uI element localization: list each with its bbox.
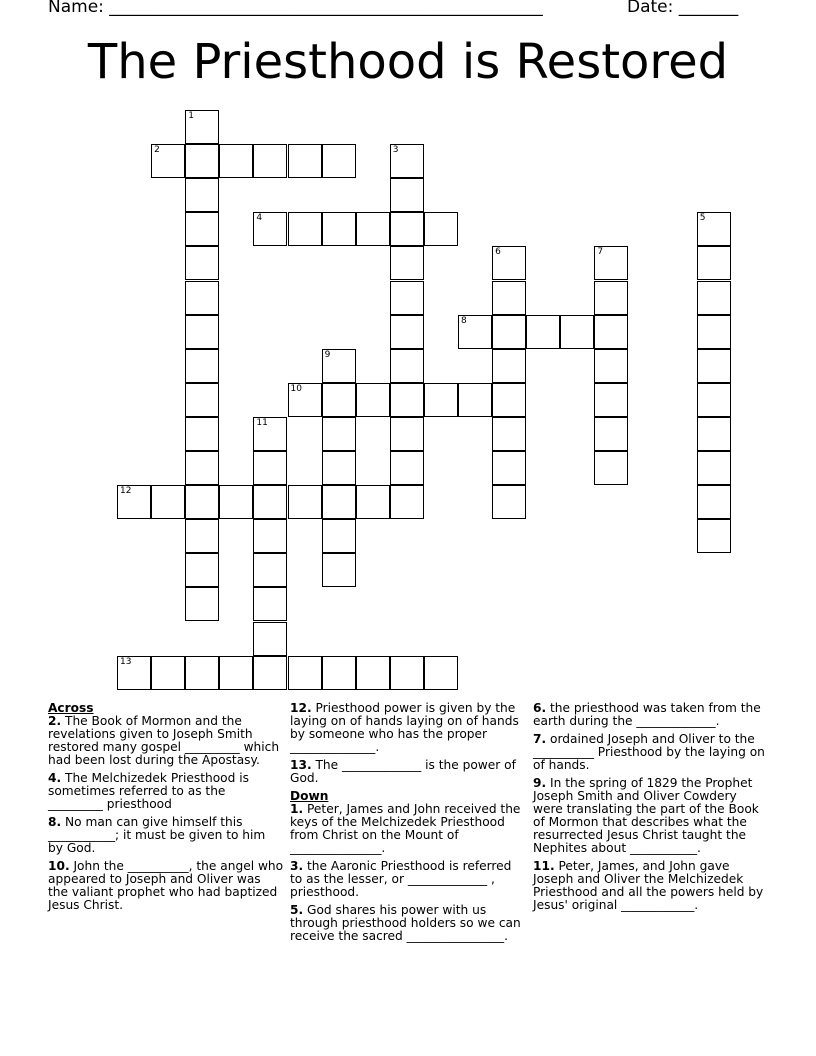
- crossword-cell[interactable]: [151, 656, 185, 690]
- crossword-cell[interactable]: [594, 281, 628, 315]
- crossword-cell[interactable]: [185, 144, 219, 178]
- crossword-cell[interactable]: [390, 281, 424, 315]
- clue-item-text: John the __________, the angel who appeared to Joseph and Oliver was the valiant prophet who had baptized Jesus Christ.: [48, 859, 284, 912]
- clue-item: [533, 702, 769, 728]
- crossword-cell[interactable]: [288, 212, 322, 246]
- clue-item-number: 5.: [290, 903, 304, 917]
- crossword-cell[interactable]: [185, 417, 219, 451]
- crossword-cell[interactable]: [356, 212, 390, 246]
- clue-item-number: 4.: [48, 771, 62, 785]
- clue-item-text: the Aaronic Priesthood is referred to as the lesser, or _____________ , priesthood.: [290, 859, 512, 899]
- crossword-cell[interactable]: [594, 417, 628, 451]
- clue-item: [48, 772, 284, 811]
- clue-item: [290, 860, 526, 899]
- crossword-cell[interactable]: [697, 383, 731, 417]
- crossword-cell[interactable]: [185, 519, 219, 553]
- crossword-cell[interactable]: [185, 553, 219, 587]
- clue-item-number: 1.: [290, 802, 304, 816]
- crossword-cell[interactable]: [458, 315, 492, 349]
- clue-item-text: Peter, James and John received the keys of the Melchizedek Priesthood from Christ on the Mount of _______________.: [290, 802, 521, 855]
- crossword-cell[interactable]: [492, 349, 526, 383]
- crossword-cell[interactable]: [697, 246, 731, 280]
- crossword-cell[interactable]: [492, 246, 526, 280]
- crossword-cell[interactable]: [288, 144, 322, 178]
- crossword-cell[interactable]: [185, 485, 219, 519]
- crossword-cell[interactable]: [185, 656, 219, 690]
- crossword-cell[interactable]: [288, 383, 322, 417]
- clue-item-number: 3.: [290, 859, 304, 873]
- clue-number: 13: [120, 656, 132, 667]
- clue-item: [533, 733, 769, 772]
- crossword-cell[interactable]: [253, 212, 287, 246]
- clue-item-text: The _____________ is the power of God.: [290, 758, 516, 785]
- crossword-cell[interactable]: [117, 485, 151, 519]
- crossword-cell[interactable]: [185, 587, 219, 621]
- crossword-cell[interactable]: [185, 349, 219, 383]
- clue-item-number: 2.: [48, 714, 62, 728]
- crossword-cell[interactable]: [424, 656, 458, 690]
- crossword-cell[interactable]: [322, 519, 356, 553]
- clue-number: 1: [188, 111, 194, 121]
- clue-item-number: 12.: [290, 701, 312, 715]
- crossword-cell[interactable]: [322, 349, 356, 383]
- clue-number: 10: [290, 383, 302, 394]
- clue-item-text: Priesthood power is given by the laying on of hands laying on of hands by someone who has the proper ______________.: [290, 701, 519, 754]
- crossword-cell[interactable]: [390, 383, 424, 417]
- clue-item-number: 9.: [533, 776, 547, 790]
- crossword-cell[interactable]: [356, 656, 390, 690]
- clues-column-1: [48, 702, 284, 917]
- crossword-cell[interactable]: [492, 451, 526, 485]
- clues-column-3: [533, 702, 769, 917]
- crossword-cell[interactable]: [560, 315, 594, 349]
- crossword-cell[interactable]: [356, 485, 390, 519]
- crossword-cell[interactable]: [594, 451, 628, 485]
- page-title: The Priesthood is Restored: [87, 34, 729, 90]
- crossword-cell[interactable]: [253, 417, 287, 451]
- crossword-cell[interactable]: [390, 656, 424, 690]
- clue-number: 3: [392, 145, 399, 156]
- clue-number: 6: [495, 247, 501, 258]
- crossword-cell[interactable]: [151, 485, 185, 519]
- crossword-cell[interactable]: [458, 383, 492, 417]
- crossword-cell[interactable]: [322, 485, 356, 519]
- clue-number: 5: [699, 213, 706, 224]
- clue-number: 4: [256, 213, 263, 224]
- clue-item-text: God shares his power with us through priesthood holders so we can receive the sacred ________________.: [290, 903, 521, 943]
- clues-column-2: [290, 702, 526, 948]
- clue-item-number: 13.: [290, 758, 312, 772]
- crossword-cell[interactable]: [322, 451, 356, 485]
- clue-number: 2: [154, 145, 160, 156]
- crossword-cell[interactable]: [697, 349, 731, 383]
- crossword-cell[interactable]: [253, 485, 287, 519]
- clue-item-text: Peter, James, and John gave Joseph and Oliver the Melchizedek Priesthood and all the powers held by Jesus' original ____________.: [533, 859, 764, 912]
- clue-item-number: 7.: [533, 732, 547, 746]
- crossword-cell[interactable]: [390, 485, 424, 519]
- crossword-cell[interactable]: [253, 656, 287, 690]
- clue-number: 9: [324, 349, 331, 360]
- crossword-cell[interactable]: [390, 451, 424, 485]
- crossword-cell[interactable]: [253, 519, 287, 553]
- clue-item-text: the priesthood was taken from the earth during the _____________.: [533, 701, 761, 728]
- crossword-cell[interactable]: [288, 485, 322, 519]
- crossword-cell[interactable]: [594, 383, 628, 417]
- clue-item: [290, 702, 526, 754]
- clue-item-text: ordained Joseph and Oliver to the __________ Priesthood by the laying on of hands.: [533, 732, 765, 772]
- name-field-label: Name: ___________________________________________________: [48, 0, 543, 17]
- crossword-cell[interactable]: [492, 417, 526, 451]
- crossword-cell[interactable]: [151, 144, 185, 178]
- crossword-cell[interactable]: [697, 212, 731, 246]
- clue-item: [533, 777, 769, 855]
- crossword-cell[interactable]: [697, 281, 731, 315]
- crossword-cell[interactable]: [185, 315, 219, 349]
- crossword-cell[interactable]: [697, 485, 731, 519]
- crossword-cell[interactable]: [219, 485, 253, 519]
- clue-item-text: The Melchizedek Priesthood is sometimes referred to as the _________ priesthood: [48, 771, 249, 811]
- clue-item-number: 8.: [48, 815, 62, 829]
- crossword-cell[interactable]: [492, 281, 526, 315]
- crossword-cell[interactable]: [424, 212, 458, 246]
- crossword-cell[interactable]: [594, 315, 628, 349]
- clue-item-text: The Book of Mormon and the revelations given to Joseph Smith restored many gospel _________ which had been lost during the Apostasy.: [48, 714, 280, 767]
- clue-number: 8: [461, 315, 467, 326]
- crossword-cell[interactable]: [117, 656, 151, 690]
- clue-item: [48, 860, 284, 912]
- crossword-cell[interactable]: [322, 553, 356, 587]
- crossword-cell[interactable]: [424, 383, 458, 417]
- crossword-cell[interactable]: [185, 110, 219, 144]
- clue-item: [533, 860, 769, 912]
- across-heading: Across: [48, 701, 94, 715]
- crossword-cell[interactable]: [356, 383, 390, 417]
- crossword-cell[interactable]: [492, 485, 526, 519]
- crossword-cell[interactable]: [390, 144, 424, 178]
- crossword-cell[interactable]: [322, 383, 356, 417]
- clue-item-text: In the spring of 1829 the Prophet Joseph Smith and Oliver Cowdery were translating the part of the Book of Mormon that describes what the resurrected Jesus Christ taught the Nephites about ___________.: [533, 776, 759, 855]
- crossword-cell[interactable]: [185, 212, 219, 246]
- crossword-cell[interactable]: [322, 144, 356, 178]
- crossword-cell[interactable]: [185, 383, 219, 417]
- crossword-cell[interactable]: [697, 417, 731, 451]
- crossword-cell[interactable]: [390, 417, 424, 451]
- crossword-cell[interactable]: [697, 519, 731, 553]
- crossword-cell[interactable]: [697, 315, 731, 349]
- crossword-cell[interactable]: [253, 144, 287, 178]
- crossword-cell[interactable]: [594, 246, 628, 280]
- clue-item: [290, 759, 526, 785]
- clue-item-number: 10.: [48, 859, 70, 873]
- crossword-cell[interactable]: [219, 656, 253, 690]
- crossword-cell[interactable]: [185, 178, 219, 212]
- crossword-cell[interactable]: [322, 656, 356, 690]
- crossword-cell[interactable]: [322, 417, 356, 451]
- clue-item-number: 11.: [533, 859, 555, 873]
- clue-number: 7: [597, 247, 604, 258]
- date-field-label: Date: _______: [627, 0, 739, 17]
- crossword-cell[interactable]: [390, 315, 424, 349]
- clue-item-number: 6.: [533, 701, 547, 715]
- crossword-cell[interactable]: [253, 622, 287, 656]
- crossword-cell[interactable]: [390, 178, 424, 212]
- crossword-cell[interactable]: [594, 349, 628, 383]
- down-heading: Down: [290, 789, 329, 803]
- crossword-cell[interactable]: [322, 212, 356, 246]
- clue-item: [48, 816, 284, 855]
- crossword-cell[interactable]: [390, 349, 424, 383]
- clue-number: 11: [256, 417, 268, 428]
- crossword-cell[interactable]: [185, 246, 219, 280]
- crossword-cell[interactable]: [253, 451, 287, 485]
- clue-item: [290, 904, 526, 943]
- crossword-cell[interactable]: [390, 212, 424, 246]
- crossword-cell[interactable]: [219, 144, 253, 178]
- clue-item: [48, 715, 284, 767]
- clue-item-text: No man can give himself this ___________; it must be given to him by God.: [48, 815, 266, 855]
- crossword-cell[interactable]: [253, 587, 287, 621]
- clue-number: 12: [120, 486, 132, 497]
- crossword-cell[interactable]: [185, 281, 219, 315]
- crossword-cell[interactable]: [288, 656, 322, 690]
- crossword-cell[interactable]: [253, 553, 287, 587]
- crossword-cell[interactable]: [390, 246, 424, 280]
- crossword-cell[interactable]: [492, 383, 526, 417]
- crossword-cell[interactable]: [492, 315, 526, 349]
- crossword-cell[interactable]: [526, 315, 560, 349]
- crossword-cell[interactable]: [185, 451, 219, 485]
- crossword-cell[interactable]: [697, 451, 731, 485]
- clue-item: [290, 803, 526, 855]
